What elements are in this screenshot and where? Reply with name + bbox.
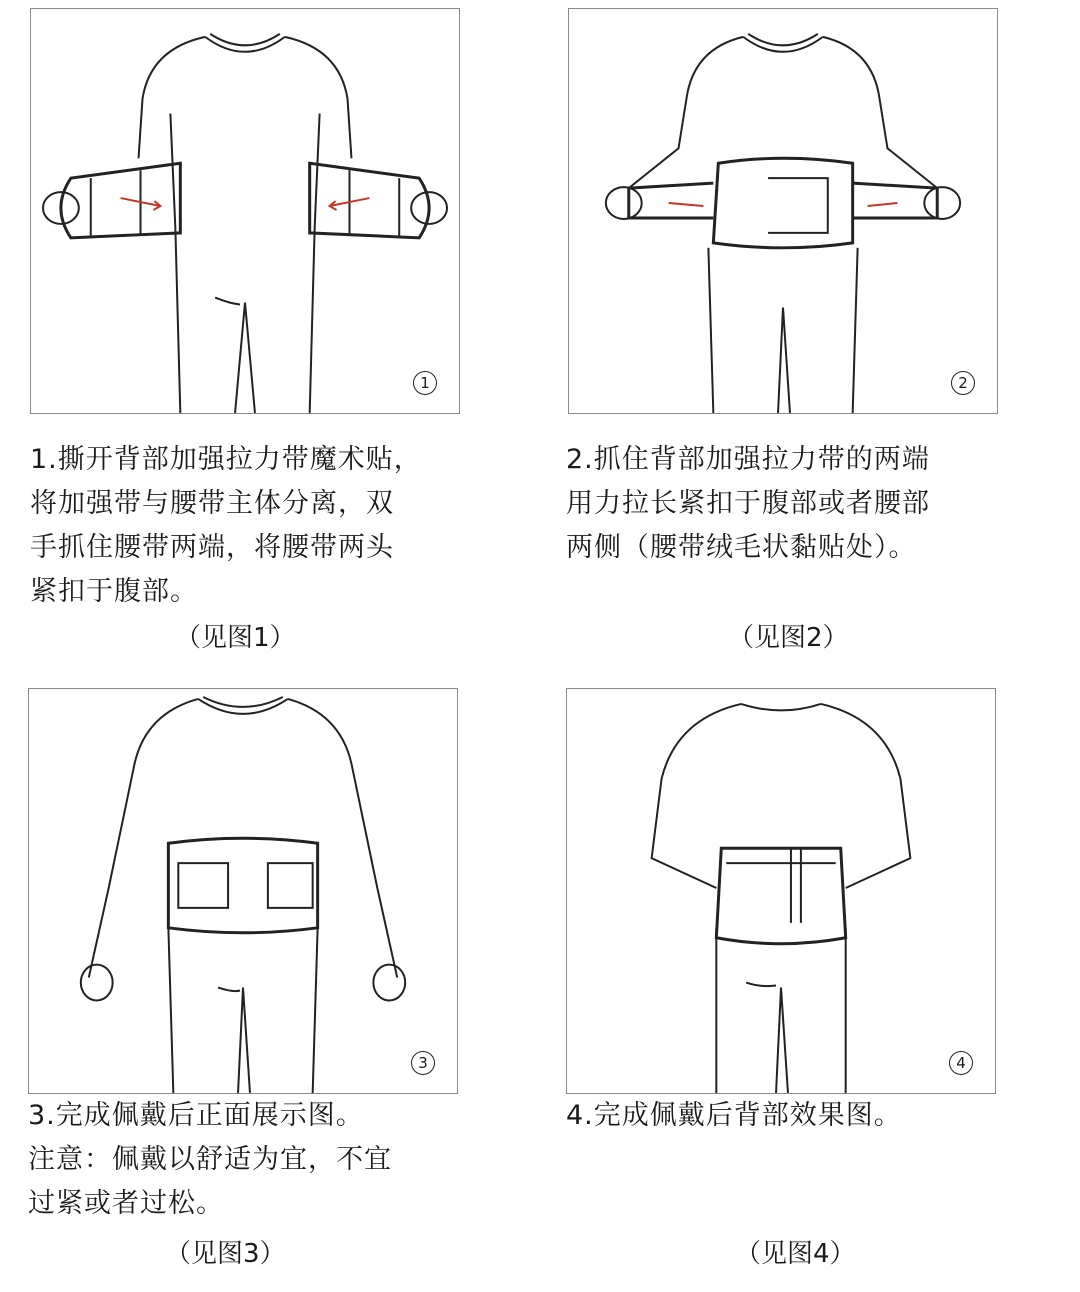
- instruction-line: 4.完成佩戴后背部效果图。: [566, 1100, 902, 1131]
- instruction-line: 3.完成佩戴后正面展示图。: [28, 1100, 364, 1131]
- step-3-illustration: [28, 688, 458, 1094]
- figure-number-badge: 3: [411, 1051, 435, 1075]
- step-2-caption: （见图2）: [728, 623, 849, 653]
- step-4-caption: （见图4）: [735, 1239, 856, 1269]
- step-2-text: [566, 438, 930, 570]
- instruction-line: 注意：佩戴以舒适为宜，不宜: [28, 1144, 392, 1175]
- instruction-line: 2.抓住背部加强拉力带的两端: [566, 444, 930, 475]
- step-1-illustration: [30, 8, 460, 414]
- instruction-line: 1.撕开背部加强拉力带魔术贴，: [30, 444, 422, 475]
- instruction-line: 过紧或者过松。: [28, 1188, 224, 1219]
- step-3-caption: （见图3）: [165, 1239, 286, 1269]
- step-4-illustration: [566, 688, 996, 1094]
- instruction-line: 将加强带与腰带主体分离，双: [30, 488, 394, 519]
- figure-number-badge: 1: [413, 371, 437, 395]
- figure-number-badge: 2: [951, 371, 975, 395]
- figure-front-view: [29, 689, 457, 1093]
- instruction-line: 手抓住腰带两端，将腰带两头: [30, 532, 394, 563]
- step-1-caption: （见图1）: [175, 623, 296, 653]
- step-2-illustration: [568, 8, 998, 414]
- step-3-text: [28, 1094, 392, 1226]
- step-4-text: [566, 1094, 902, 1138]
- figure-belt-open: [31, 9, 459, 413]
- instruction-line: 两侧（腰带绒毛状黏贴处）。: [566, 532, 917, 563]
- step-1-text: [30, 438, 422, 614]
- instruction-line: 紧扣于腹部。: [30, 576, 198, 607]
- instruction-line: 用力拉长紧扣于腹部或者腰部: [566, 488, 930, 519]
- figure-back-view: [567, 689, 995, 1093]
- figure-number-badge: 4: [949, 1051, 973, 1075]
- figure-belt-pulling: [569, 9, 997, 413]
